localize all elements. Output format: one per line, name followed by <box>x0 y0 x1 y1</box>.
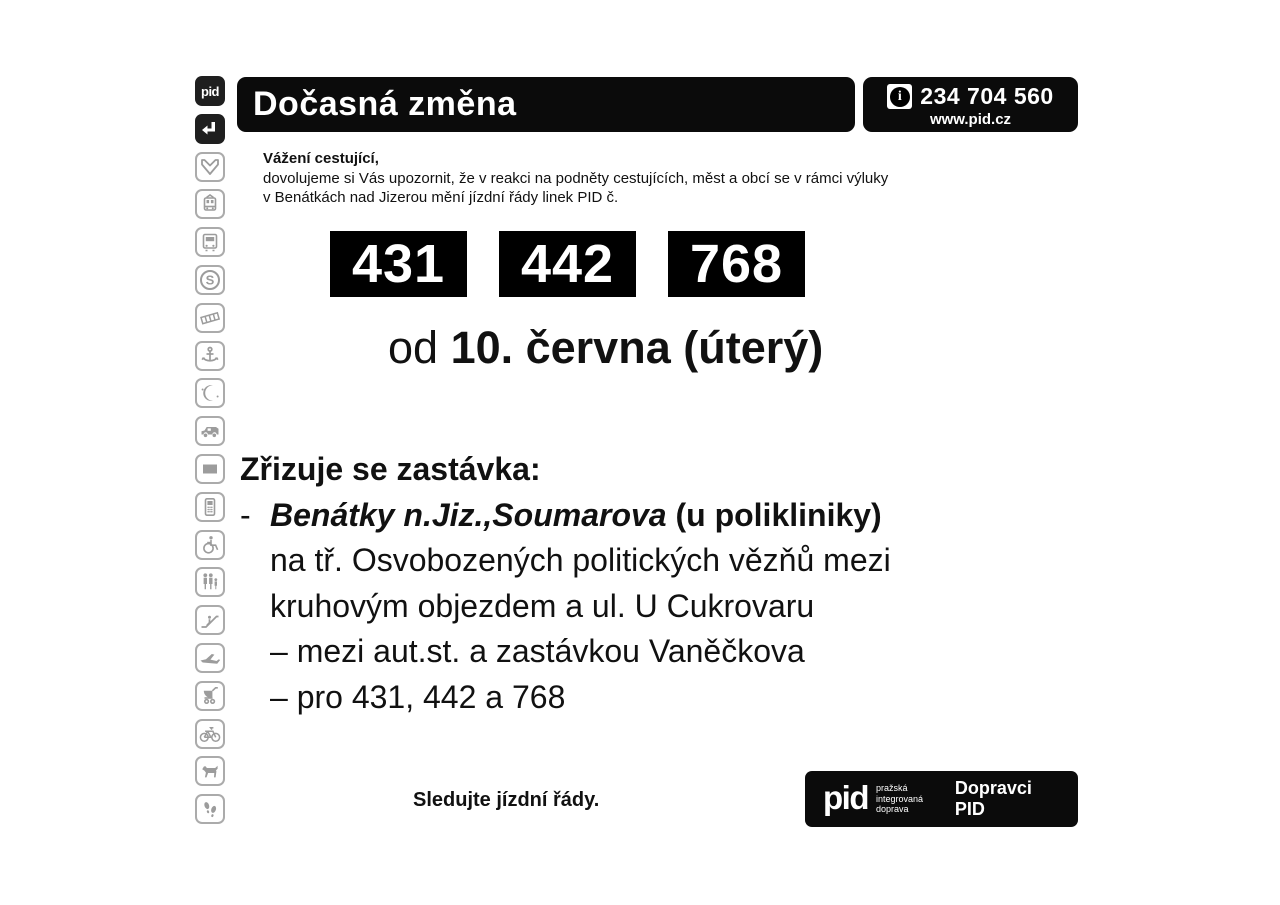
detail-line-4: – pro 431, 442 a 768 <box>270 678 566 715</box>
intro-line-1: dovolujeme si Vás upozornit, že v reakci na podněty cestujících, měst a obcí se v rámci výluky <box>263 169 889 187</box>
panel-icon <box>195 454 225 484</box>
page-title: Dočasná změna <box>253 85 517 123</box>
title-bar <box>237 77 855 132</box>
website-url: www.pid.cz <box>929 111 1012 128</box>
wheelchair-icon <box>195 530 225 560</box>
intro-paragraph <box>263 149 888 208</box>
dog-icon <box>195 756 225 786</box>
icon-sidebar <box>195 76 225 824</box>
family-icon <box>195 567 225 597</box>
date-emphasis: 10. června (úterý) <box>450 322 824 373</box>
body-heading: Zřizuje se zastávka: <box>240 451 541 487</box>
van-icon <box>195 416 225 446</box>
detail-line-2: kruhovým objezdem a ul. U Cukrovaru <box>270 587 815 624</box>
night-moon-icon <box>195 378 225 408</box>
pid-subtitle-line-1: pražská integrovaná <box>875 783 924 804</box>
bicycle-icon <box>195 719 225 749</box>
intro-salutation: Vážení cestující, <box>263 150 379 167</box>
stop-line <box>270 493 882 539</box>
detail-line-1: na tř. Osvobozených politických vězňů mezi <box>270 542 891 578</box>
stop-note: (u polikliniky) <box>666 496 882 533</box>
route-badge-768: 768 <box>668 231 805 297</box>
info-icon <box>887 84 912 109</box>
contact-box <box>863 77 1078 132</box>
contact-phone-row <box>887 83 1053 110</box>
footer-note: Sledujte jízdní řády. <box>413 789 600 811</box>
stop-name: Benátky n.Jiz.,Soumarova <box>270 496 667 533</box>
bus-icon <box>195 227 225 257</box>
pid-subtitle-line-2: doprava <box>875 804 909 815</box>
pid-subtitle <box>876 783 955 815</box>
phone-number: 234 704 560 <box>920 83 1054 109</box>
escalator-icon <box>195 605 225 635</box>
s-train-letter: S <box>205 272 215 288</box>
detail-line-3: – mezi aut.st. a zastávkou Vaněčkova <box>270 633 805 669</box>
footprints-icon <box>195 794 225 824</box>
stop-bullet-line <box>240 493 891 539</box>
pid-logo: pid <box>823 778 868 816</box>
intro-line-2: v Benátkách nad Jizerou mění jízdní řády linek PID č. <box>263 189 619 206</box>
pid-logo-text: pid <box>201 83 219 99</box>
pid-logo-icon <box>195 76 225 106</box>
bullet-dash: - <box>240 496 251 533</box>
route-badges <box>330 231 805 297</box>
detour-arrow-icon <box>195 114 225 144</box>
airplane-icon <box>195 643 225 673</box>
pid-partner-label: Dopravci PID <box>954 778 1032 819</box>
info-icon-glyph: i <box>890 87 910 107</box>
mobile-phone-icon <box>195 492 225 522</box>
route-badge-431: 431 <box>330 231 467 297</box>
s-train-icon <box>195 265 225 295</box>
date-prefix: od <box>388 322 451 373</box>
pid-footer-box <box>805 771 1078 827</box>
route-badge-442: 442 <box>499 231 636 297</box>
effective-date-line <box>388 322 823 374</box>
down-arrow-icon <box>195 152 225 182</box>
tram-icon <box>195 189 225 219</box>
funicular-icon <box>195 303 225 333</box>
body-text <box>240 447 891 720</box>
anchor-icon <box>195 341 225 371</box>
stroller-icon <box>195 681 225 711</box>
